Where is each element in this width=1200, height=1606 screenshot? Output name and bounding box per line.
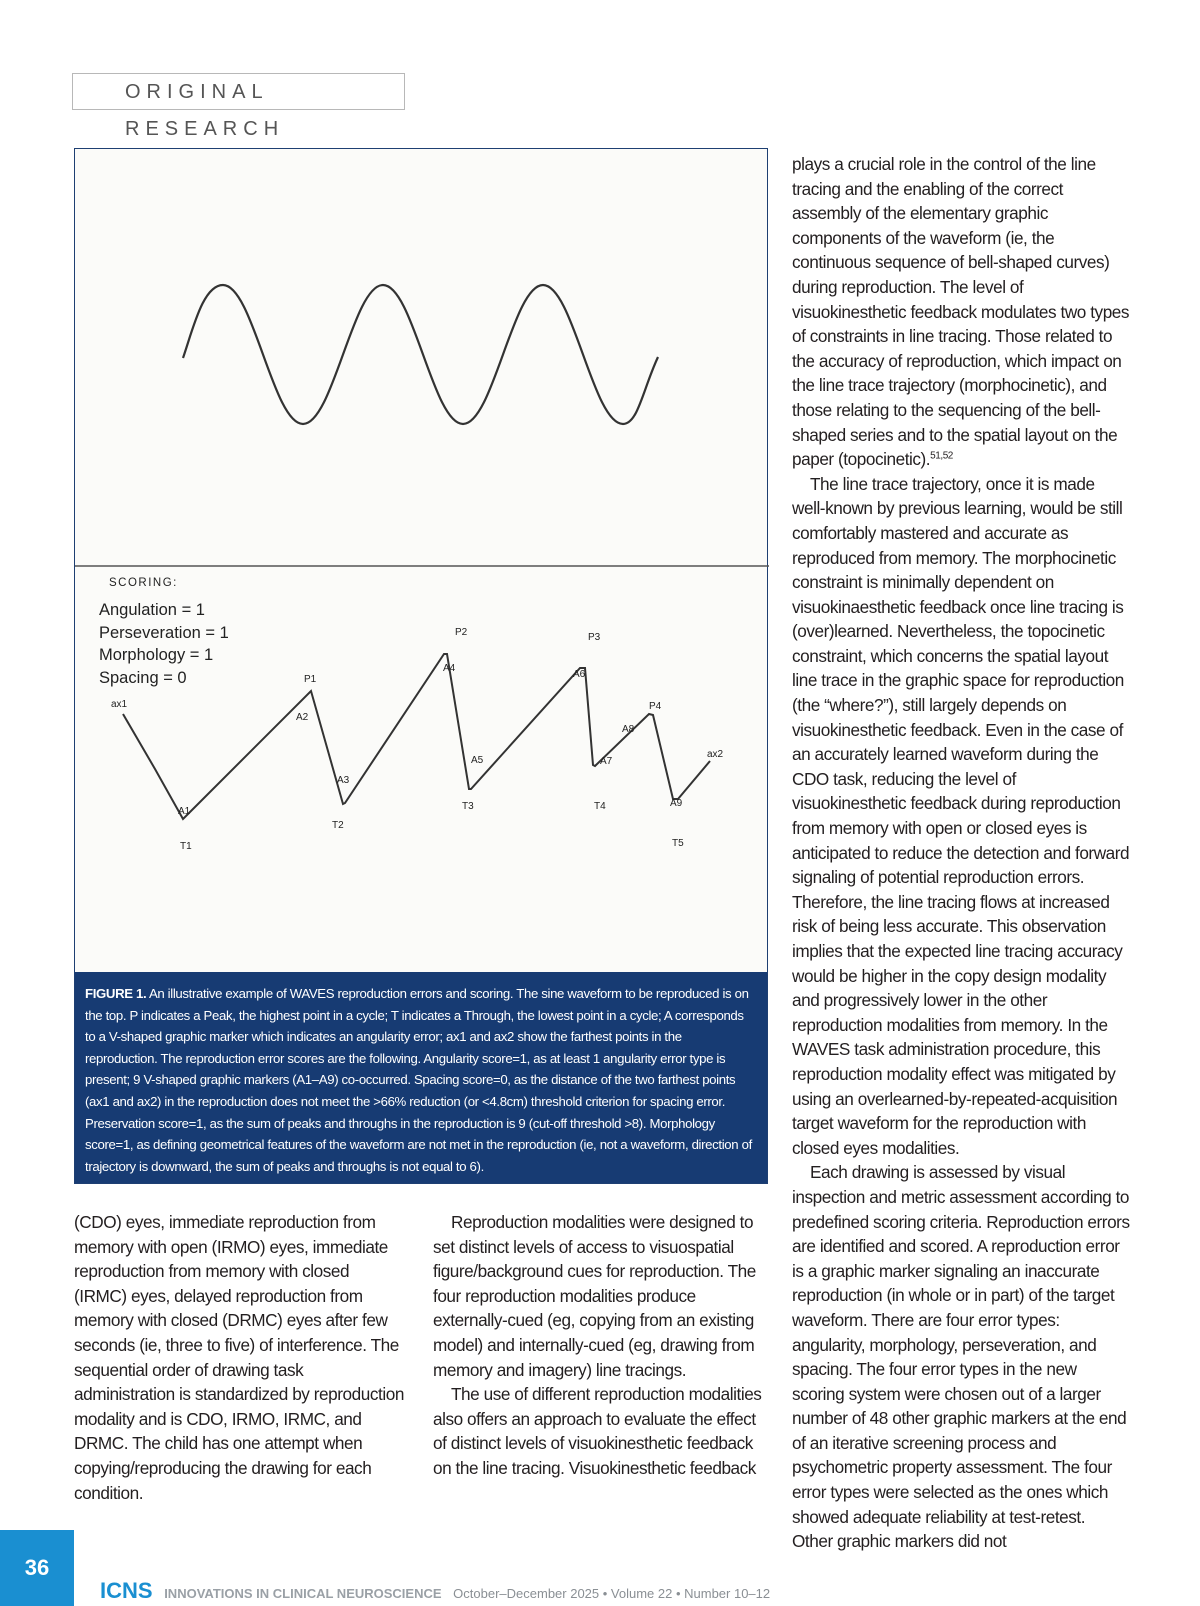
label-A6: A6 [573, 669, 586, 680]
section-label: ORIGINAL RESEARCH [72, 73, 405, 110]
label-ax1: ax1 [111, 699, 128, 710]
label-P3: P3 [588, 632, 601, 643]
scoring-title: SCORING: [109, 577, 178, 589]
score-morphology: Morphology = 1 [99, 646, 214, 664]
label-P2: P2 [455, 627, 468, 638]
label-P4: P4 [649, 701, 662, 712]
label-T5: T5 [672, 838, 684, 849]
figure-1 [74, 148, 768, 1184]
label-A4: A4 [443, 663, 456, 674]
figure-caption [75, 972, 767, 1183]
label-A1: A1 [178, 806, 191, 817]
score-angulation: Angulation = 1 [99, 601, 205, 619]
issue-info: October–December 2025 • Volume 22 • Number 10–12 [453, 1586, 771, 1601]
reproduction-trace [123, 654, 710, 819]
body-column-2 [433, 1210, 771, 1481]
label-P1: P1 [304, 674, 317, 685]
target-sine-wave [183, 285, 658, 424]
label-T1: T1 [180, 841, 192, 852]
page-number: 36 [0, 1530, 74, 1606]
journal-logo: ICNS [100, 1578, 153, 1603]
paragraph: Each drawing is assessed by visual inspection and metric assessment according to predefined scoring criteria. Reproduction errors are identified and scored. A reproduction error is a graphic marker signaling an inaccurate reproduction (in whole or in part) of the target waveform. There are four error types: angularity, morphology, perseveration, and spacing. The four error types in the new scoring system were chosen out of a larger number of 48 other graphic markers at the end of an iterative screening process and psychometric property assessment. The four error types were selected as the ones which showed adequate reliability at test-retest. Other graphic markers did not [792, 1162, 1130, 1552]
caption-label: FIGURE 1. [85, 986, 147, 1001]
body-column-3 [792, 152, 1130, 1554]
score-spacing: Spacing = 0 [99, 669, 187, 687]
caption-text: An illustrative example of WAVES reproduction errors and scoring. The sine waveform to be reproduced is on the top. P indicates a Peak, the highest point in a cycle; T indicates a Through, the lowest point in a cycle; A corresponds to a V-shaped graphic marker which indicates an angularity error; ax1 and ax2 show the farthest points in the reproduction. The reproduction error scores are the following. Angularity score=1, as at least 1 angularity error type is present; 9 V-shaped graphic markers (A1–A9) co-occurred. Spacing score=0, as the distance of the two farthest points (ax1 and ax2) in the reproduction does not meet the >66% reduction (or <4.8cm) threshold criterion for spacing error. Preservation score=1, as the sum of peaks and throughs in the reproduction is 9 (cut-off threshold >8). Morphology score=1, as defining geometrical features of the waveform are not met in the reproduction (ie, not a waveform, direction of trajectory is downward, the sum of peaks and throughs is not equal to 6). [85, 986, 752, 1174]
footer [100, 1578, 770, 1604]
label-A3: A3 [337, 775, 350, 786]
label-A5: A5 [471, 755, 484, 766]
paragraph: The line trace trajectory, once it is made well-known by previous learning, would be still comfortably mastered and accurate as reproduced from memory. The morphocinetic constraint is minimally dependent on visuokinaesthetic feedback once line tracing is (over)learned. Nevertheless, the topocinetic constraint, which concerns the spatial layout line trace in the graphic space for reproduction (the “where?”), still largely depends on visuokinesthetic feedback. Even in the case of an accurately learned waveform during the CDO task, reducing the level of visuokinesthetic feedback during reproduction from memory with open or closed eyes is anticipated to reduce the detection and forward signaling of potential reproduction errors. Therefore, the line tracing flows at increased risk of being less accurate. This observation implies that the expected line tracing accuracy would be higher in the copy design modality and progressively lower in the other reproduction modalities from memory. In the WAVES task administration procedure, this reproduction modality effect was mitigated by using an overlearned-by-repeated-acquisition target waveform for the reproduction with closed eyes modalities. [792, 473, 1130, 1158]
paragraph: Reproduction modalities were designed to set distinct levels of access to visuospatial figure/background cues for reproduction. The four reproduction modalities produce externally-cued (eg, copying from an existing model) and internally-cued (eg, drawing from memory and imagery) line tracings. [433, 1212, 756, 1380]
paragraph: plays a crucial role in the control of the line tracing and the enabling of the correct assembly of the elementary graphic components of the waveform (ie, the continuous sequence of bell-shaped curves) during reproduction. The level of visuokinesthetic feedback modulates two types of constraints in line tracing. Those related to the accuracy of reproduction, which impact on the line trace trajectory (morphocinetic), and those relating to the sequencing of the bell-shaped series and to the spatial layout on the paper (topocinetic).$^{51,52}$ [792, 154, 1130, 470]
paragraph: (CDO) eyes, immediate reproduction from memory with open (IRMO) eyes, immediate reproduction from memory with closed (IRMC) eyes, delayed reproduction from memory with closed (DRMC) eyes after few seconds (ie, three to five) of interference. The sequential order of drawing task administration is standardized by reproduction modality and is CDO, IRMO, IRMC, and DRMC. The child has one attempt when copying/reproducing the drawing for each condition. [74, 1212, 404, 1503]
label-A8: A8 [622, 724, 635, 735]
label-T4: T4 [594, 801, 606, 812]
body-column-1 [74, 1210, 404, 1505]
score-perseveration: Perseveration = 1 [99, 624, 229, 642]
label-T3: T3 [462, 801, 474, 812]
label-A7: A7 [600, 756, 613, 767]
label-T2: T2 [332, 820, 344, 831]
label-A9: A9 [670, 798, 683, 809]
paragraph: The use of different reproduction modalities also offers an approach to evaluate the effect of distinct levels of visuokinesthetic feedback on the line tracing. Visuokinesthetic feedback [433, 1384, 762, 1478]
reference-superscript: 51,52 [930, 450, 953, 462]
figure-image [75, 149, 769, 974]
label-A2: A2 [296, 712, 309, 723]
journal-name: INNOVATIONS IN CLINICAL NEUROSCIENCE [164, 1586, 442, 1601]
label-ax2: ax2 [707, 749, 724, 760]
